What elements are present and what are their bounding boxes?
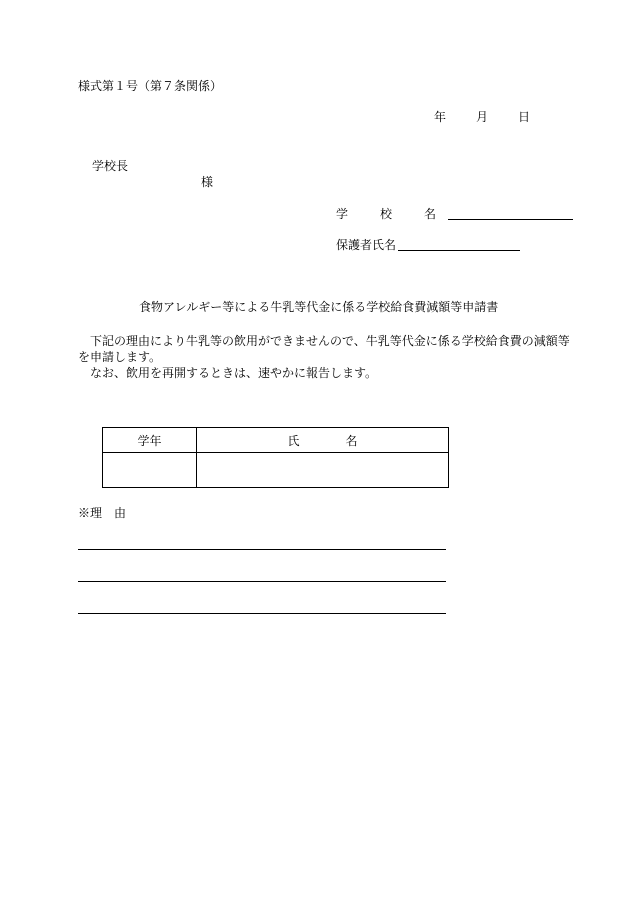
- name-cell[interactable]: [197, 453, 449, 488]
- table-header-row: [103, 428, 449, 453]
- document-title: 食物アレルギー等による牛乳等代金に係る学校給食費減額等申請書: [139, 300, 499, 314]
- date-year: 年: [434, 110, 447, 124]
- form-number: 様式第１号（第７条関係）: [78, 79, 223, 93]
- addressee-honorific: 様: [201, 175, 214, 189]
- reason-line-3[interactable]: [78, 613, 446, 614]
- date-day: 日: [518, 110, 531, 124]
- reason-label-part1: ※理: [78, 506, 103, 520]
- grade-cell[interactable]: [103, 453, 197, 488]
- guardian-name-label: 保護者氏名: [336, 238, 397, 252]
- reason-label: [78, 507, 126, 519]
- reason-line-1[interactable]: [78, 549, 446, 550]
- guardian-name-input-line[interactable]: [398, 237, 520, 251]
- school-name-input-line[interactable]: [448, 206, 573, 220]
- student-info-table: [102, 427, 449, 488]
- school-name-field: [336, 206, 573, 220]
- table-row: [103, 453, 449, 488]
- grade-header: 学年: [103, 428, 197, 453]
- reason-label-part2: 由: [114, 506, 127, 520]
- school-name-label: 学 校 名: [336, 207, 447, 221]
- addressee-principal: 学校長: [92, 159, 129, 173]
- name-header: [197, 428, 449, 453]
- body-paragraph-2: なお、飲用を再開するときは、速やかに報告します。: [90, 366, 378, 380]
- date-line: [434, 111, 530, 123]
- name-header-family: 氏: [287, 433, 300, 448]
- date-month: 月: [476, 110, 489, 124]
- guardian-name-field: [336, 237, 520, 251]
- application-body: [78, 333, 578, 381]
- name-header-given: 名: [345, 433, 358, 448]
- body-paragraph-1: 下記の理由により牛乳等の飲用ができませんので、牛乳等代金に係る学校給食費の減額等を申請します。: [78, 334, 570, 364]
- reason-line-2[interactable]: [78, 581, 446, 582]
